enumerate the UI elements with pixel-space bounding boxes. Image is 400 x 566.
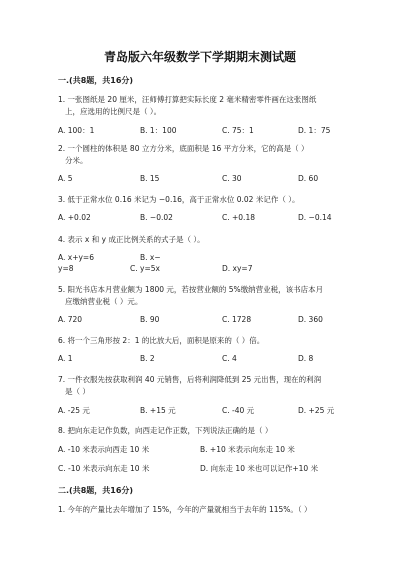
question-4-option-c: C. y=5x — [130, 264, 160, 273]
question-8-line-1: 8. 把向东走记作负数，向西走记作正数，下列说法正确的是（ ） — [58, 426, 273, 435]
question-8-option-a: A. -10 米表示向西走 10 米 — [58, 445, 150, 454]
page-title: 青岛版六年级数学下学期期末测试题 — [103, 50, 296, 64]
question-8-option-b: B. +10 米表示向东走 10 米 — [200, 445, 295, 454]
question-5-option-b: B. 90 — [140, 315, 160, 324]
question-1-option-a: A. 100：1 — [58, 126, 95, 135]
question-1-line-2: 上，应选用的比例尺是（ ）。 — [65, 107, 162, 116]
section-heading-1: 一.(共8题，共16分) — [58, 76, 134, 85]
question-7-option-a: A. -25 元 — [58, 406, 90, 415]
question-2-option-a: A. 5 — [58, 174, 73, 183]
question-2-option-b: B. 15 — [140, 174, 160, 183]
question-8-option-c: C. -10 米表示向东走 10 米 — [58, 464, 150, 473]
question-4-option-b-continued: y=8 — [58, 264, 74, 273]
question-2-line-2: 分米。 — [65, 156, 88, 165]
question-3-option-d: D. −0.14 — [298, 213, 332, 222]
question-4-option-d: D. xy=7 — [222, 264, 253, 273]
question-7-line-1: 7. 一件衣服先按获取利润 40 元销售，后将利润降低到 25 元出售，现在的利润 — [58, 375, 322, 384]
question-6-option-d: D. 8 — [298, 354, 314, 363]
question-6-option-c: C. 4 — [222, 354, 237, 363]
question-7-option-b: B. +15 元 — [140, 406, 176, 415]
section-2-question-1-line-1: 1. 今年的产量比去年增加了 15%，今年的产量就相当于去年的 115%。（ ） — [58, 505, 312, 514]
question-1-line-1: 1. 一张图纸是 20 厘米，汪师傅打算把实际长度 2 毫米精密零件画在这张图纸 — [58, 95, 317, 104]
question-2-option-d: D. 60 — [298, 174, 319, 183]
question-4-option-a: A. x+y=6 — [58, 253, 94, 262]
question-6-option-b: B. 2 — [140, 354, 155, 363]
question-6-line-1: 6. 将一个三角形按 2：1 的比放大后，面积是原来的（ ）倍。 — [58, 336, 265, 345]
question-7-option-c: C. -40 元 — [222, 406, 255, 415]
question-3-option-b: B. −0.02 — [140, 213, 173, 222]
question-3-line-1: 3. 低于正常水位 0.16 米记为 −0.16，高于正常水位 0.02 米记作（ ）。 — [58, 195, 300, 204]
question-8-option-d: D. 向东走 10 米也可以记作+10 米 — [200, 464, 319, 473]
question-5-option-c: C. 1728 — [222, 315, 252, 324]
question-7-line-2: 是（ ） — [65, 387, 90, 396]
question-5-line-2: 应缴纳营业税（ ）元。 — [65, 297, 143, 306]
question-6-option-a: A. 1 — [58, 354, 73, 363]
question-7-option-d: D. +25 元 — [298, 406, 335, 415]
question-3-option-c: C. +0.18 — [222, 213, 255, 222]
question-2-option-c: C. 30 — [222, 174, 242, 183]
question-1-option-d: D. 1：75 — [298, 126, 331, 135]
question-1-option-c: C. 75：1 — [222, 126, 254, 135]
question-3-option-a: A. +0.02 — [58, 213, 91, 222]
question-5-line-1: 5. 阳光书店本月营业额为 1800 元，若按营业额的 5%缴纳营业税，该书店本月 — [58, 285, 324, 294]
question-5-option-a: A. 720 — [58, 315, 83, 324]
question-4-option-b: B. x− — [140, 253, 161, 262]
question-2-line-1: 2. 一个圆柱的体积是 80 立方分米，底面积是 16 平方分米，它的高是（ ） — [58, 144, 309, 153]
question-4-line-1: 4. 表示 x 和 y 成正比例关系的式子是（ ）。 — [58, 235, 205, 244]
question-5-option-d: D. 360 — [298, 315, 323, 324]
section-heading-2: 二.(共8题，共16分) — [58, 486, 134, 495]
question-1-option-b: B. 1：100 — [140, 126, 177, 135]
